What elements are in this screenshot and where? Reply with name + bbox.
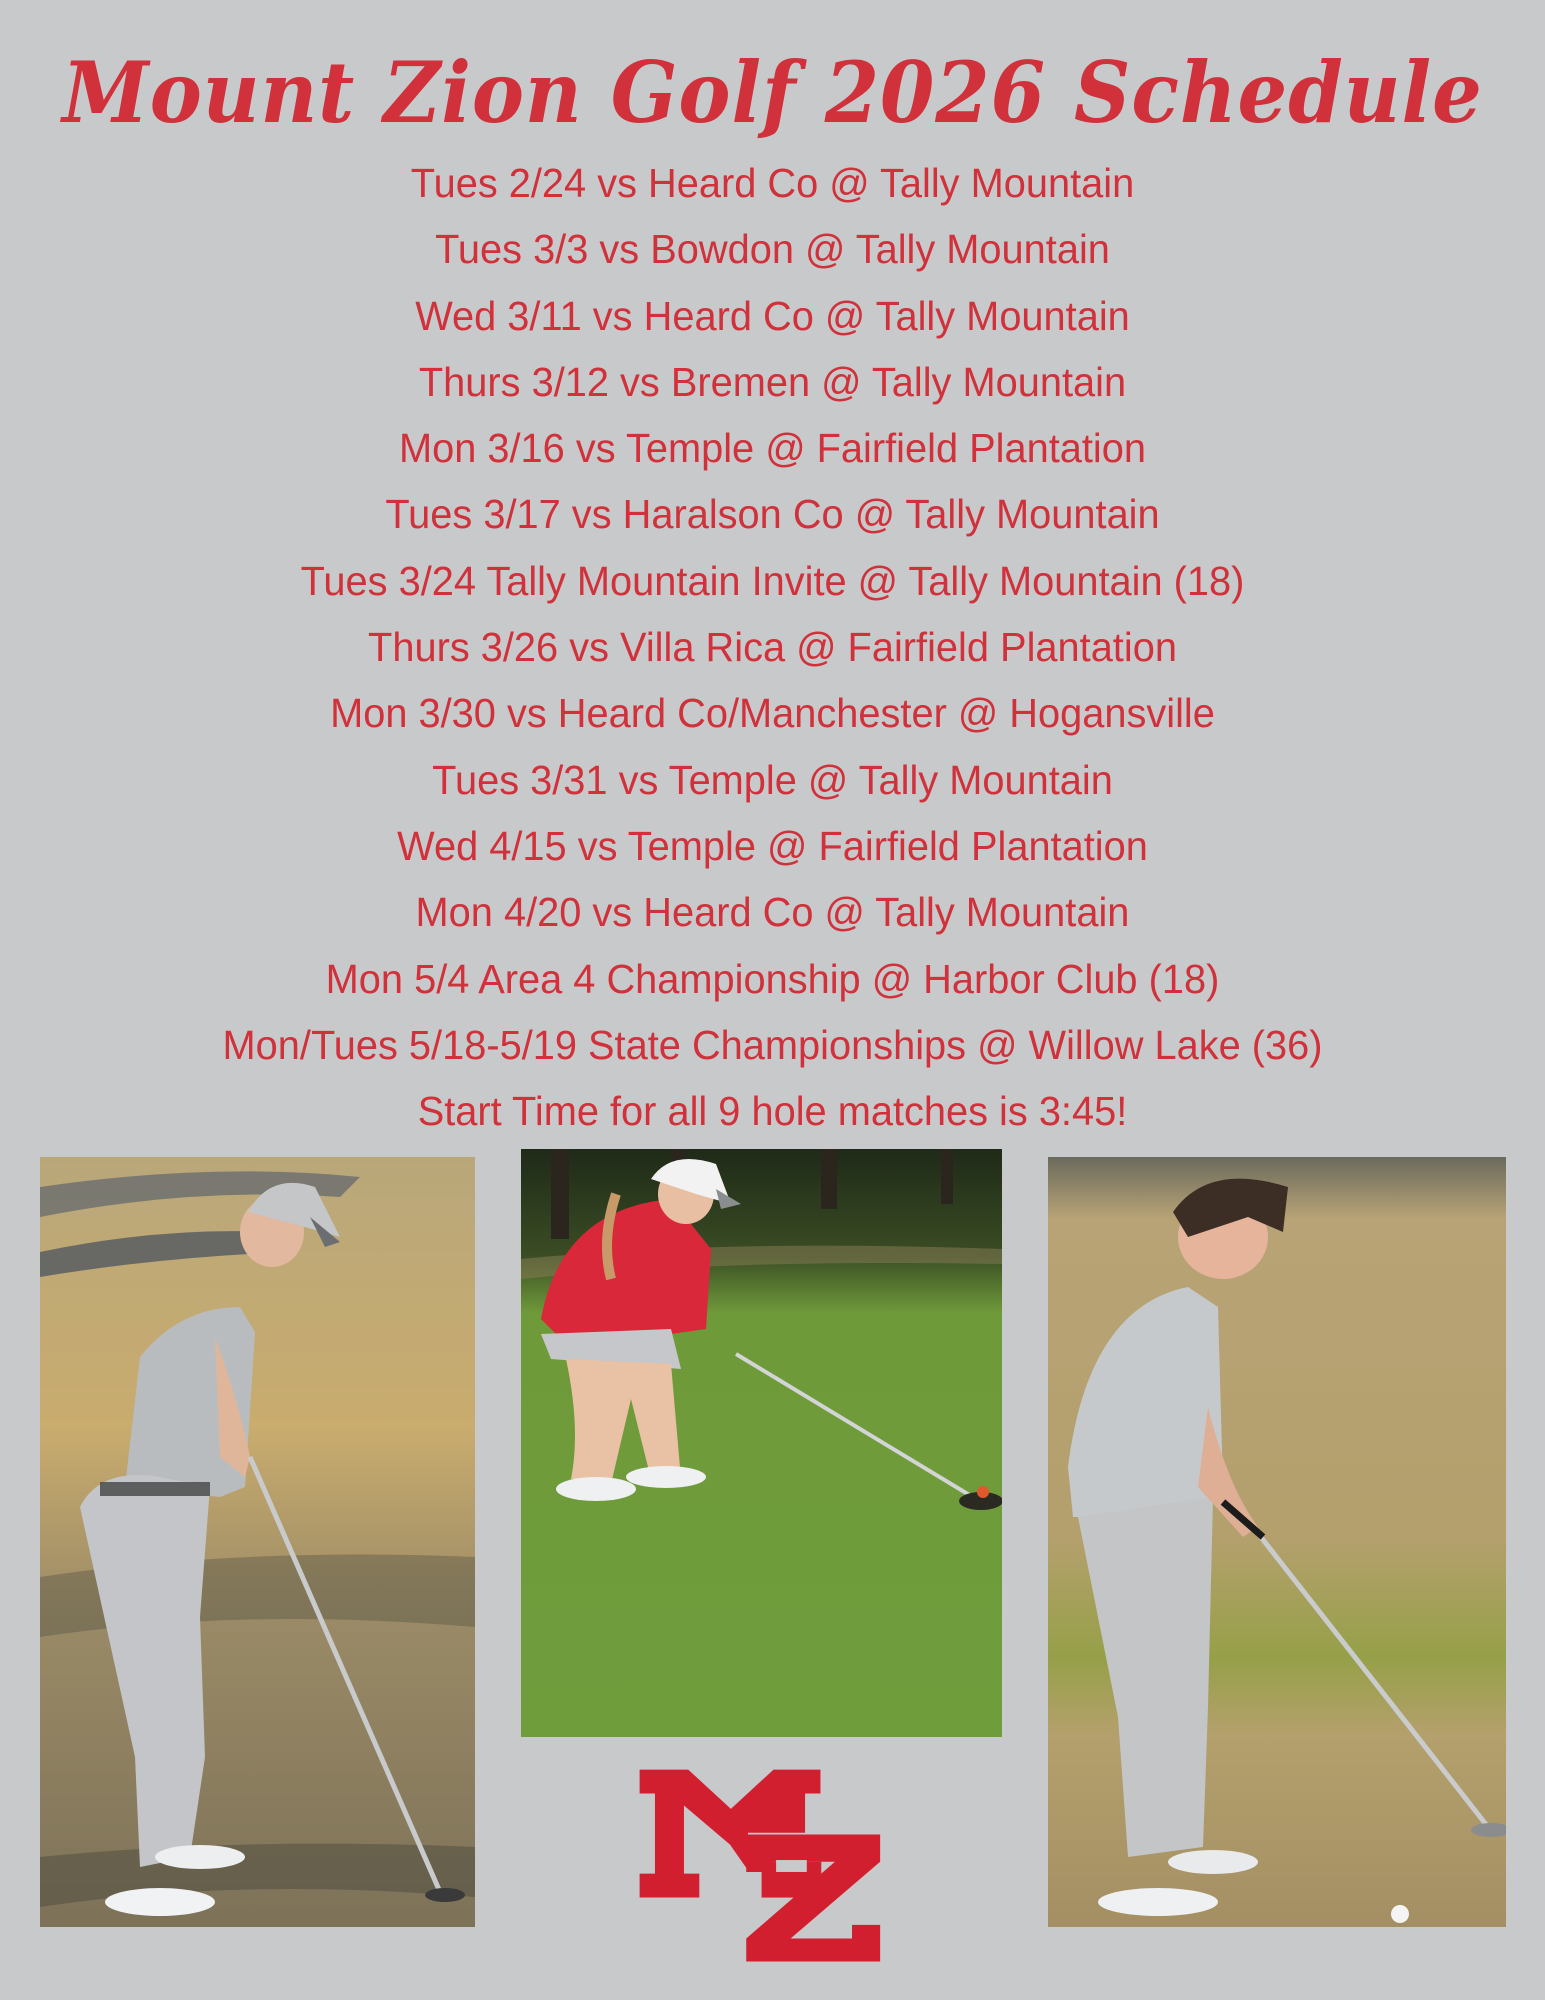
schedule-item: Mon 3/16 vs Temple @ Fairfield Plantation bbox=[398, 425, 1147, 472]
schedule-item: Tues 3/3 vs Bowdon @ Tally Mountain bbox=[435, 226, 1110, 273]
schedule-item: Mon/Tues 5/18-5/19 State Championships @ Willow Lake (36) bbox=[222, 1021, 1323, 1068]
golfer-photo-1 bbox=[40, 1157, 475, 1927]
schedule-item: Mon 5/4 Area 4 Championship @ Harbor Club (18) bbox=[325, 955, 1220, 1002]
schedule-list bbox=[0, 150, 1545, 1078]
golfer-image-icon bbox=[1048, 1157, 1506, 1927]
start-time-note: Start Time for all 9 hole matches is 3:45! bbox=[417, 1088, 1128, 1134]
mz-logo bbox=[620, 1750, 910, 1982]
schedule-item: Thurs 3/26 vs Villa Rica @ Fairfield Plantation bbox=[368, 624, 1177, 671]
golfer-photo-2 bbox=[521, 1149, 1002, 1737]
golfer-photo-3 bbox=[1048, 1157, 1506, 1927]
flyer-title: Mount Zion Golf 2026 Schedule bbox=[62, 43, 1483, 142]
schedule-item: Mon 3/30 vs Heard Co/Manchester @ Hogansville bbox=[330, 690, 1215, 737]
schedule-item: Wed 3/11 vs Heard Co @ Tally Mountain bbox=[415, 292, 1130, 339]
schedule-item: Tues 3/17 vs Haralson Co @ Tally Mountain bbox=[385, 491, 1160, 538]
schedule-item: Wed 4/15 vs Temple @ Fairfield Plantation bbox=[397, 822, 1148, 869]
schedule-item: Thurs 3/12 vs Bremen @ Tally Mountain bbox=[418, 358, 1127, 405]
mz-monogram-logo-icon bbox=[620, 1750, 910, 1982]
golfer-image-icon bbox=[40, 1157, 475, 1927]
golfer-image-icon bbox=[521, 1149, 1002, 1737]
schedule-item: Mon 4/20 vs Heard Co @ Tally Mountain bbox=[415, 889, 1130, 936]
schedule-item: Tues 2/24 vs Heard Co @ Tally Mountain bbox=[410, 160, 1135, 206]
schedule-item: Tues 3/31 vs Temple @ Tally Mountain bbox=[432, 756, 1113, 803]
schedule-item: Tues 3/24 Tally Mountain Invite @ Tally Mountain (18) bbox=[300, 557, 1245, 604]
